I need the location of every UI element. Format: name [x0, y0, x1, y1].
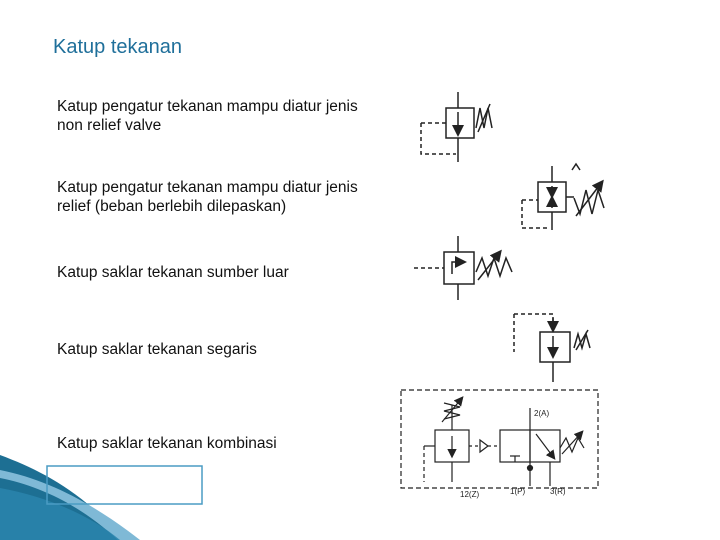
item-label-switch-combined: Katup saklar tekanan kombinasi — [57, 435, 277, 452]
pressure-switch-external-symbol — [414, 236, 512, 300]
pressure-regulator-relief-symbol — [522, 164, 604, 230]
pressure-switch-inline-symbol — [514, 314, 590, 382]
item-label-non-relief: Katup pengatur tekanan mampu diatur jenis non relief valve — [57, 98, 358, 134]
port-label-12: 12(Z) — [460, 490, 480, 499]
port-label-2: 2(A) — [534, 409, 550, 418]
combined-pressure-switch-symbol — [401, 390, 598, 488]
pressure-regulator-non-relief-symbol — [421, 92, 492, 162]
port-label-3: 3(R) — [550, 487, 566, 496]
port-label-1: 1(P) — [510, 487, 526, 496]
item-label-relief: Katup pengatur tekanan mampu diatur jenis relief (beban berlebih dilepaskan) — [57, 179, 358, 215]
slide-title: Katup tekanan — [53, 36, 182, 58]
item-label-switch-external: Katup saklar tekanan sumber luar — [57, 264, 289, 281]
item-label-switch-inline: Katup saklar tekanan segaris — [57, 341, 257, 358]
